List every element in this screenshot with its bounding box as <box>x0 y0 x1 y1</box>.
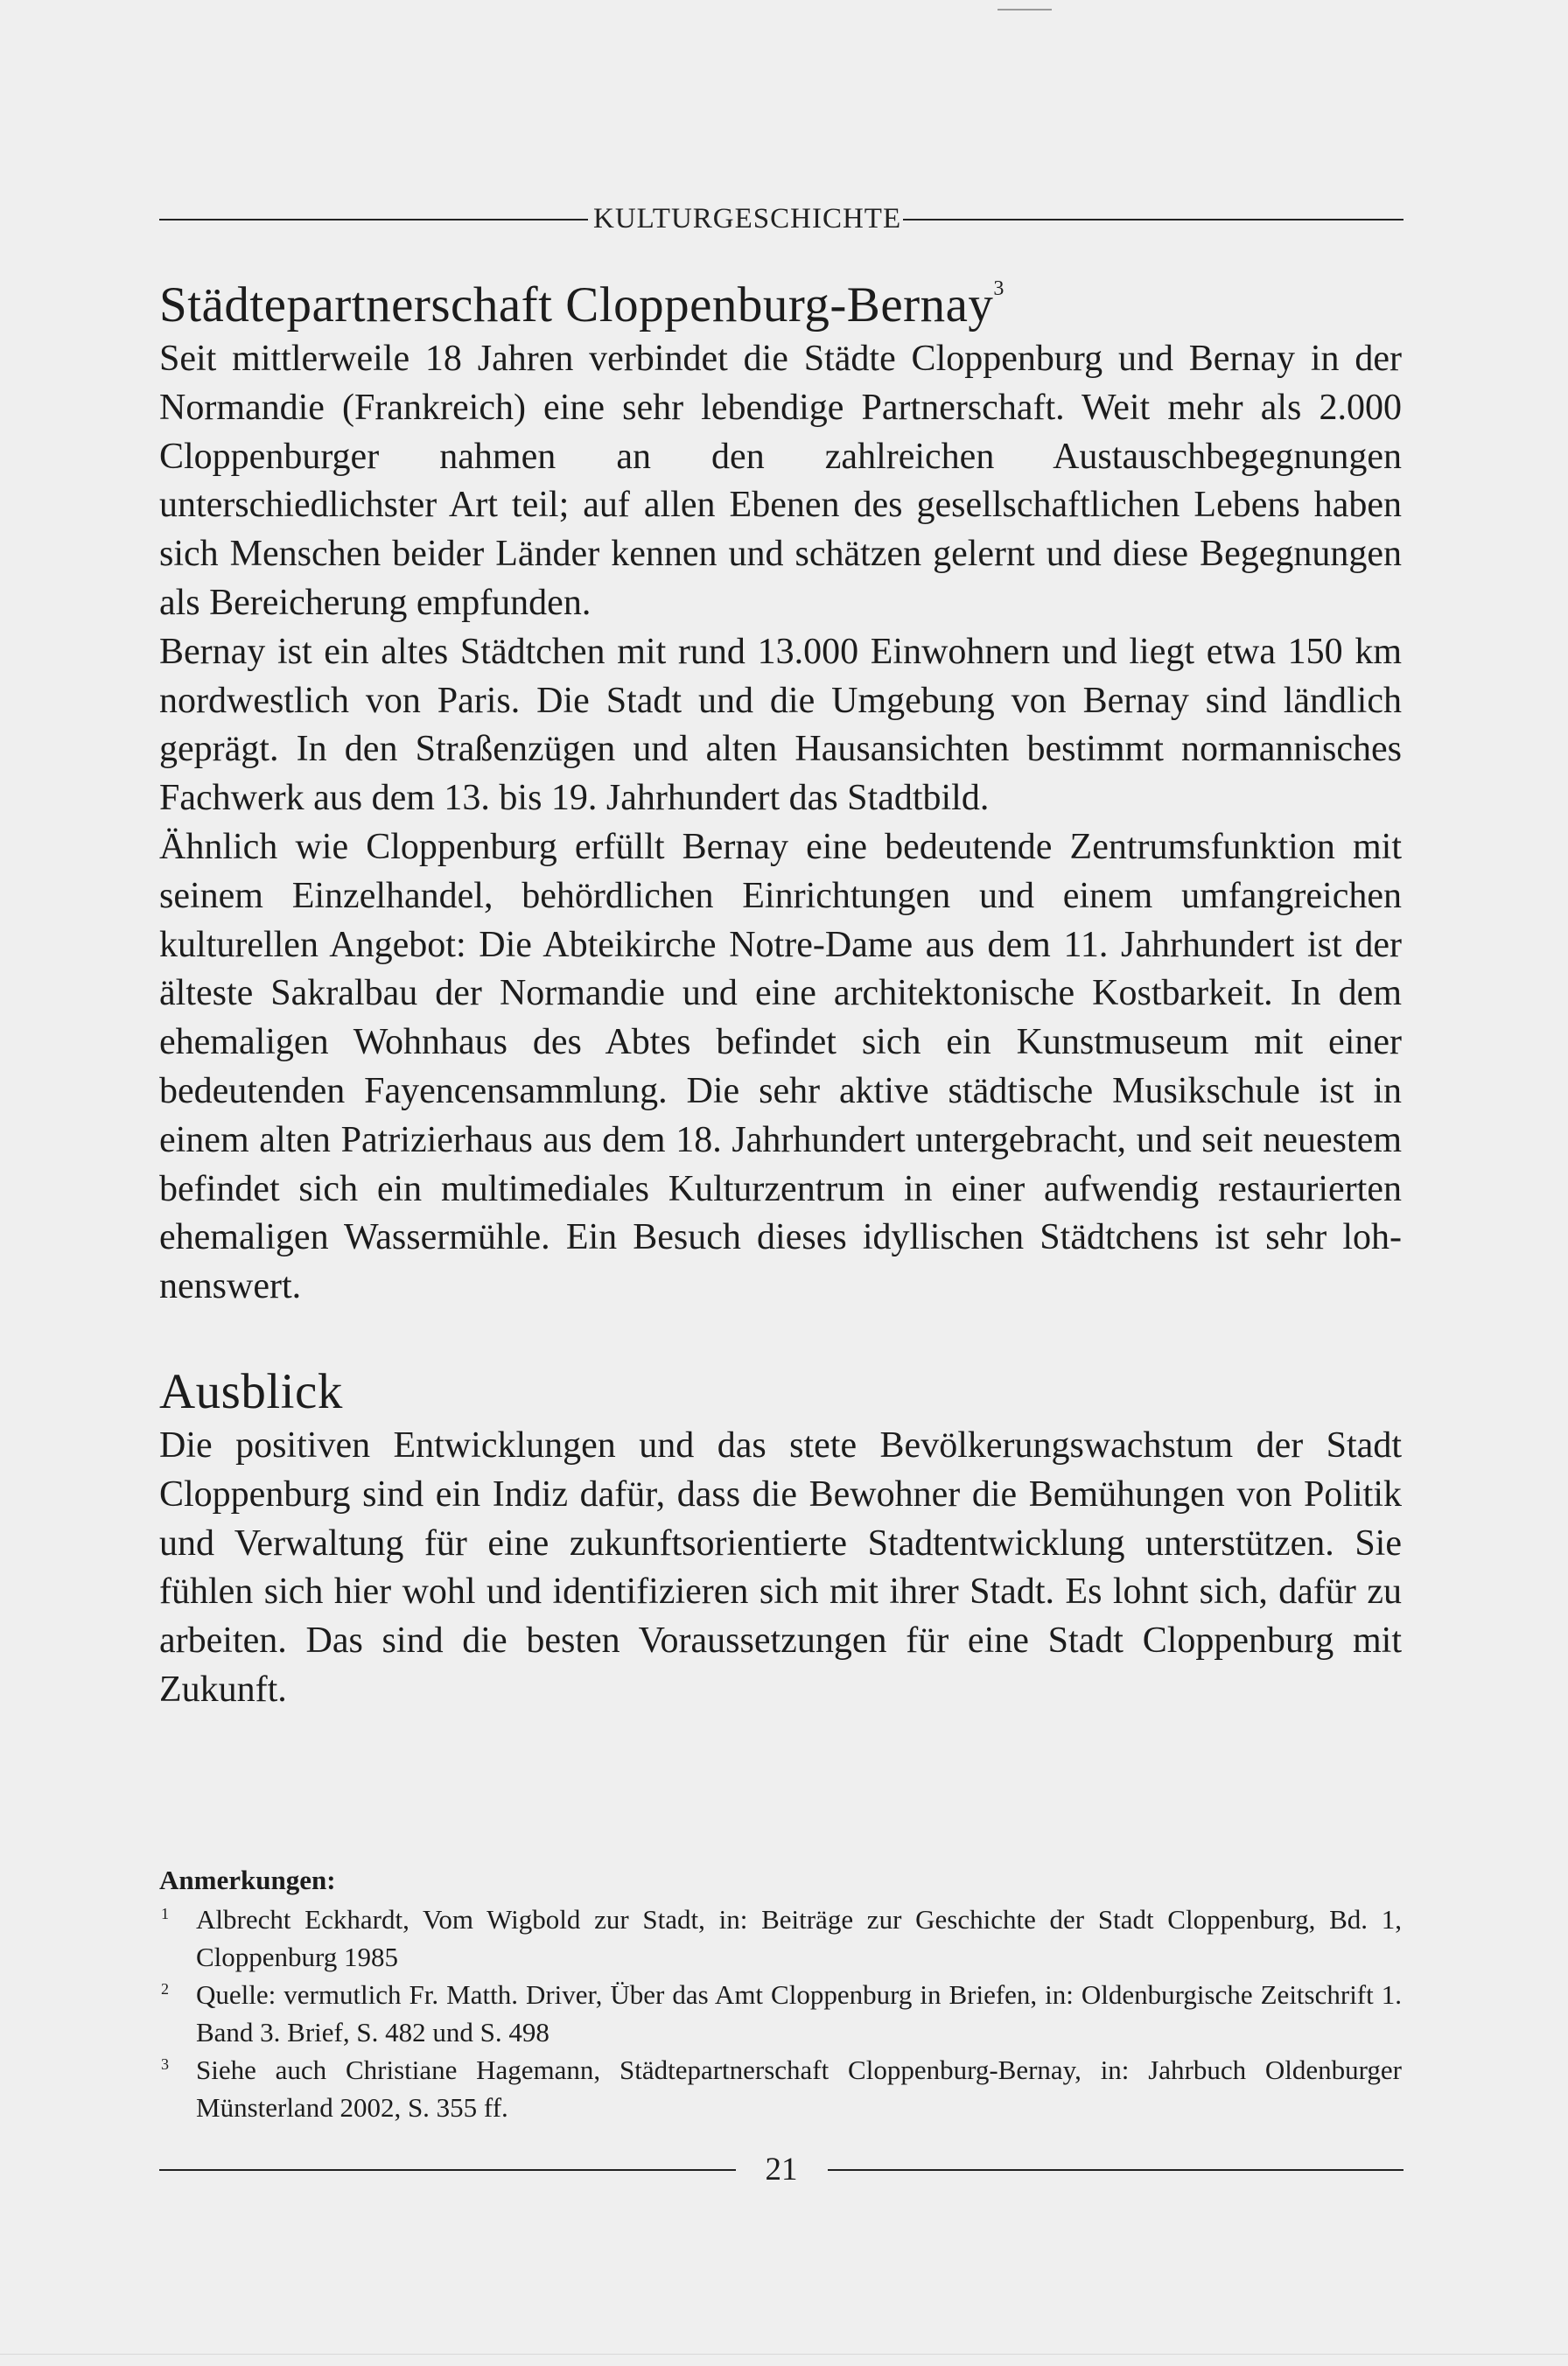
section-heading-partnership-text: Städtepartnerschaft Cloppenburg-Bernay <box>159 277 994 332</box>
article-body <box>159 259 1402 1715</box>
paragraph: Die positiven Entwicklungen und das stete Bevölkerungswachstum der Stadt Cloppenburg sind ein Indiz dafür, dass die Bewohner die Bemühungen von Politik und Verwaltung für eine zukunftsorientierte Stadtentwicklung unterstützen. Sie fühlen sich hier wohl und identifizieren sich mit ihrer Stadt. Es lohnt sich, dafür zu arbeiten. Das sind die besten Voraussetzungen für eine Stadt Cloppenburg mit Zukunft. <box>159 1424 1402 1710</box>
footer-rule-left <box>159 2169 736 2171</box>
footnote-ref-3: 3 <box>993 277 1004 300</box>
page-number: 21 <box>765 2152 798 2188</box>
footnote <box>159 1900 1402 1976</box>
scan-mark <box>998 9 1052 10</box>
footnote-text: Albrecht Eckhardt, Vom Wigbold zur Stadt, in: Beiträge zur Geschichte der Stadt Cloppenburg, Bd. 1, Cloppenburg 1985 <box>196 1904 1402 1972</box>
paragraph: Ähnlich wie Cloppenburg erfüllt Bernay eine bedeutende Zentrumsfunktion mit seinem Einzelhandel, behördlichen Einrichtungen und einem umfangreichen kulturellen Angebot: Die Abteikirche Notre-Dame aus dem 11. Jahrhundert ist der älteste Sakralbau der Normandie und eine architektonische Kostbarkeit. In dem ehemaligen Wohnhaus des Abtes befindet sich ein Kunstmuseum mit einer bedeutenden Fayencensammlung. Die sehr aktive städtische Musikschule ist in einem alten Patrizierhaus aus dem 18. Jahrhundert untergebracht, und seit neuestem befindet sich ein multimediales Kulturzentrum in einer aufwendig restaurierten ehemaligen Wassermühle. Ein Besuch dieses idyllischen Städtchens ist sehr lohnenswert. <box>159 826 1402 1307</box>
scan-edge <box>0 2354 1568 2355</box>
footnotes-title: Anmerkungen: <box>159 1865 336 1895</box>
section-heading-outlook: Ausblick <box>159 1363 343 1419</box>
running-head <box>159 203 1404 235</box>
footnote-text: Siehe auch Christiane Hagemann, Städtepartnerschaft Cloppenburg-Bernay, in: Jahrbuch Oldenburger Münsterland 2002, S. 355 ff. <box>196 2054 1402 2123</box>
footer-rule-right <box>828 2169 1404 2171</box>
running-head-label: KULTURGESCHICHTE <box>593 203 902 234</box>
page-footer <box>159 2151 1404 2188</box>
section-heading-partnership <box>159 259 1402 335</box>
footnote-number: 1 <box>161 1905 169 1922</box>
paragraph: Seit mittlerweile 18 Jahren verbindet die Städte Cloppenburg und Bernay in der Normandie (Frankreich) eine sehr lebendige Partnerschaft. Weit mehr als 2.000 Cloppenburger nahmen an den zahlreichen Austauschbegegnungen unterschiedlichster Art teil; auf allen Ebenen des gesellschaftlichen Lebens haben sich Menschen beider Länder kennen und schätzen gelernt und diese Begegnungen als Bereicherung empfunden. <box>159 339 1402 623</box>
header-rule-left <box>159 219 588 220</box>
footnote-number: 3 <box>161 2055 169 2073</box>
header-rule-right <box>903 219 1404 220</box>
footnote-text: Quelle: vermutlich Fr. Matth. Driver, Über das Amt Cloppenburg in Briefen, in: Oldenburgische Zeitschrift 1. Band 3. Brief, S. 482 und S. 498 <box>196 1979 1402 2048</box>
footnote <box>159 2051 1402 2126</box>
paragraph: Bernay ist ein altes Städtchen mit rund 13.000 Einwohnern und liegt etwa 150 km nordwestlich von Paris. Die Stadt und die Umgebung von Bernay sind ländlich geprägt. In den Straßenzügen und alten Hausansichten bestimmt normannisches Fachwerk aus dem 13. bis 19. Jahrhundert das Stadtbild. <box>159 631 1402 819</box>
footnote-number: 2 <box>161 1980 169 1998</box>
footnote <box>159 1976 1402 2051</box>
footnotes <box>159 1860 1402 2126</box>
